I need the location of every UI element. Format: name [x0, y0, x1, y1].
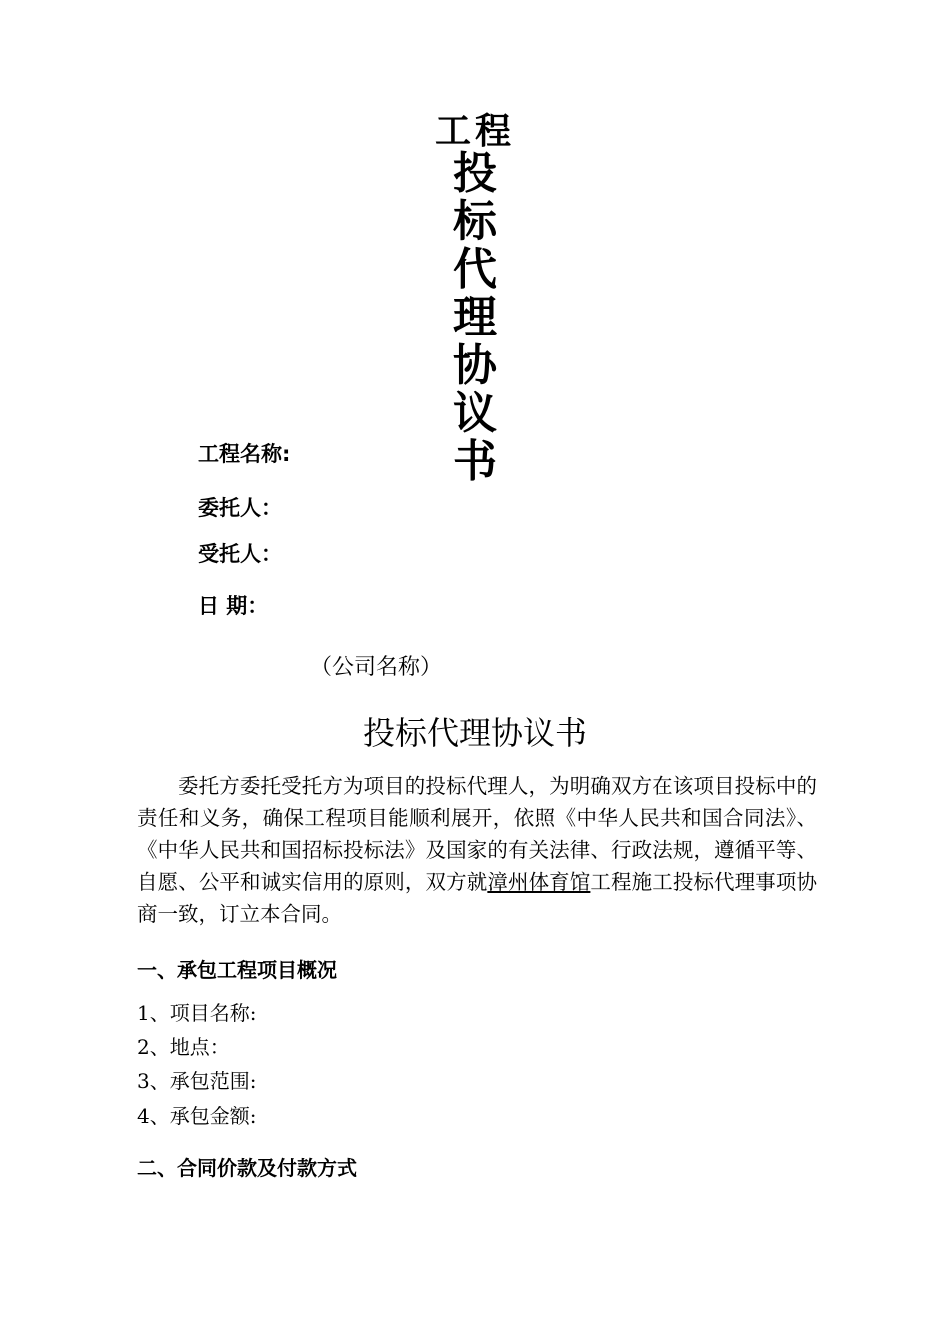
cover-title-char: 代	[453, 244, 497, 295]
list-item: 3、承包范围:	[137, 1069, 257, 1093]
list-item: 1、项目名称:	[137, 1001, 257, 1025]
cover-title-char: 理	[453, 292, 497, 343]
section-heading-1: 一、承包工程项目概况	[137, 958, 337, 982]
company-name: （公司名称）	[310, 655, 443, 680]
cover-title-char: 标	[453, 196, 497, 247]
cover-title-vertical	[450, 150, 500, 486]
cover-title-char: 投	[453, 148, 497, 199]
section-heading-2: 二、合同价款及付款方式	[137, 1156, 357, 1180]
cover-title-char: 议	[453, 388, 497, 439]
cover-field-client: 委托人：	[198, 496, 282, 520]
cover-field-date: 日 期：	[198, 594, 269, 618]
cover-field-agent: 受托人：	[198, 542, 282, 566]
cover-title-char: 书	[453, 436, 497, 487]
intro-text: 委托方委托受托方为项目的投标代理人，为明确双方在该项目投标中的责任和义务，确保工程项目能顺利展开，依照《中华人民共和国合同法》、《中华人民共和国招标投标法》及国家的有关法律、行政法规，遵循平等、自愿、公平和诚实信用的原则，双方就	[137, 774, 817, 894]
document-title: 投标代理协议书	[362, 714, 587, 752]
list-item: 2、地点：	[137, 1035, 230, 1059]
list-item: 4、承包金额:	[137, 1104, 257, 1128]
intro-paragraph	[137, 770, 817, 930]
cover-field-project-name: 工程名称:	[198, 442, 291, 466]
cover-title-top: 工程	[434, 111, 515, 152]
project-name-underlined: 漳州体育馆	[487, 870, 591, 894]
intro-text-end: 工程施工投标代理事项协商一致，订立本合同。	[137, 870, 817, 926]
cover-title-char: 协	[453, 340, 497, 391]
